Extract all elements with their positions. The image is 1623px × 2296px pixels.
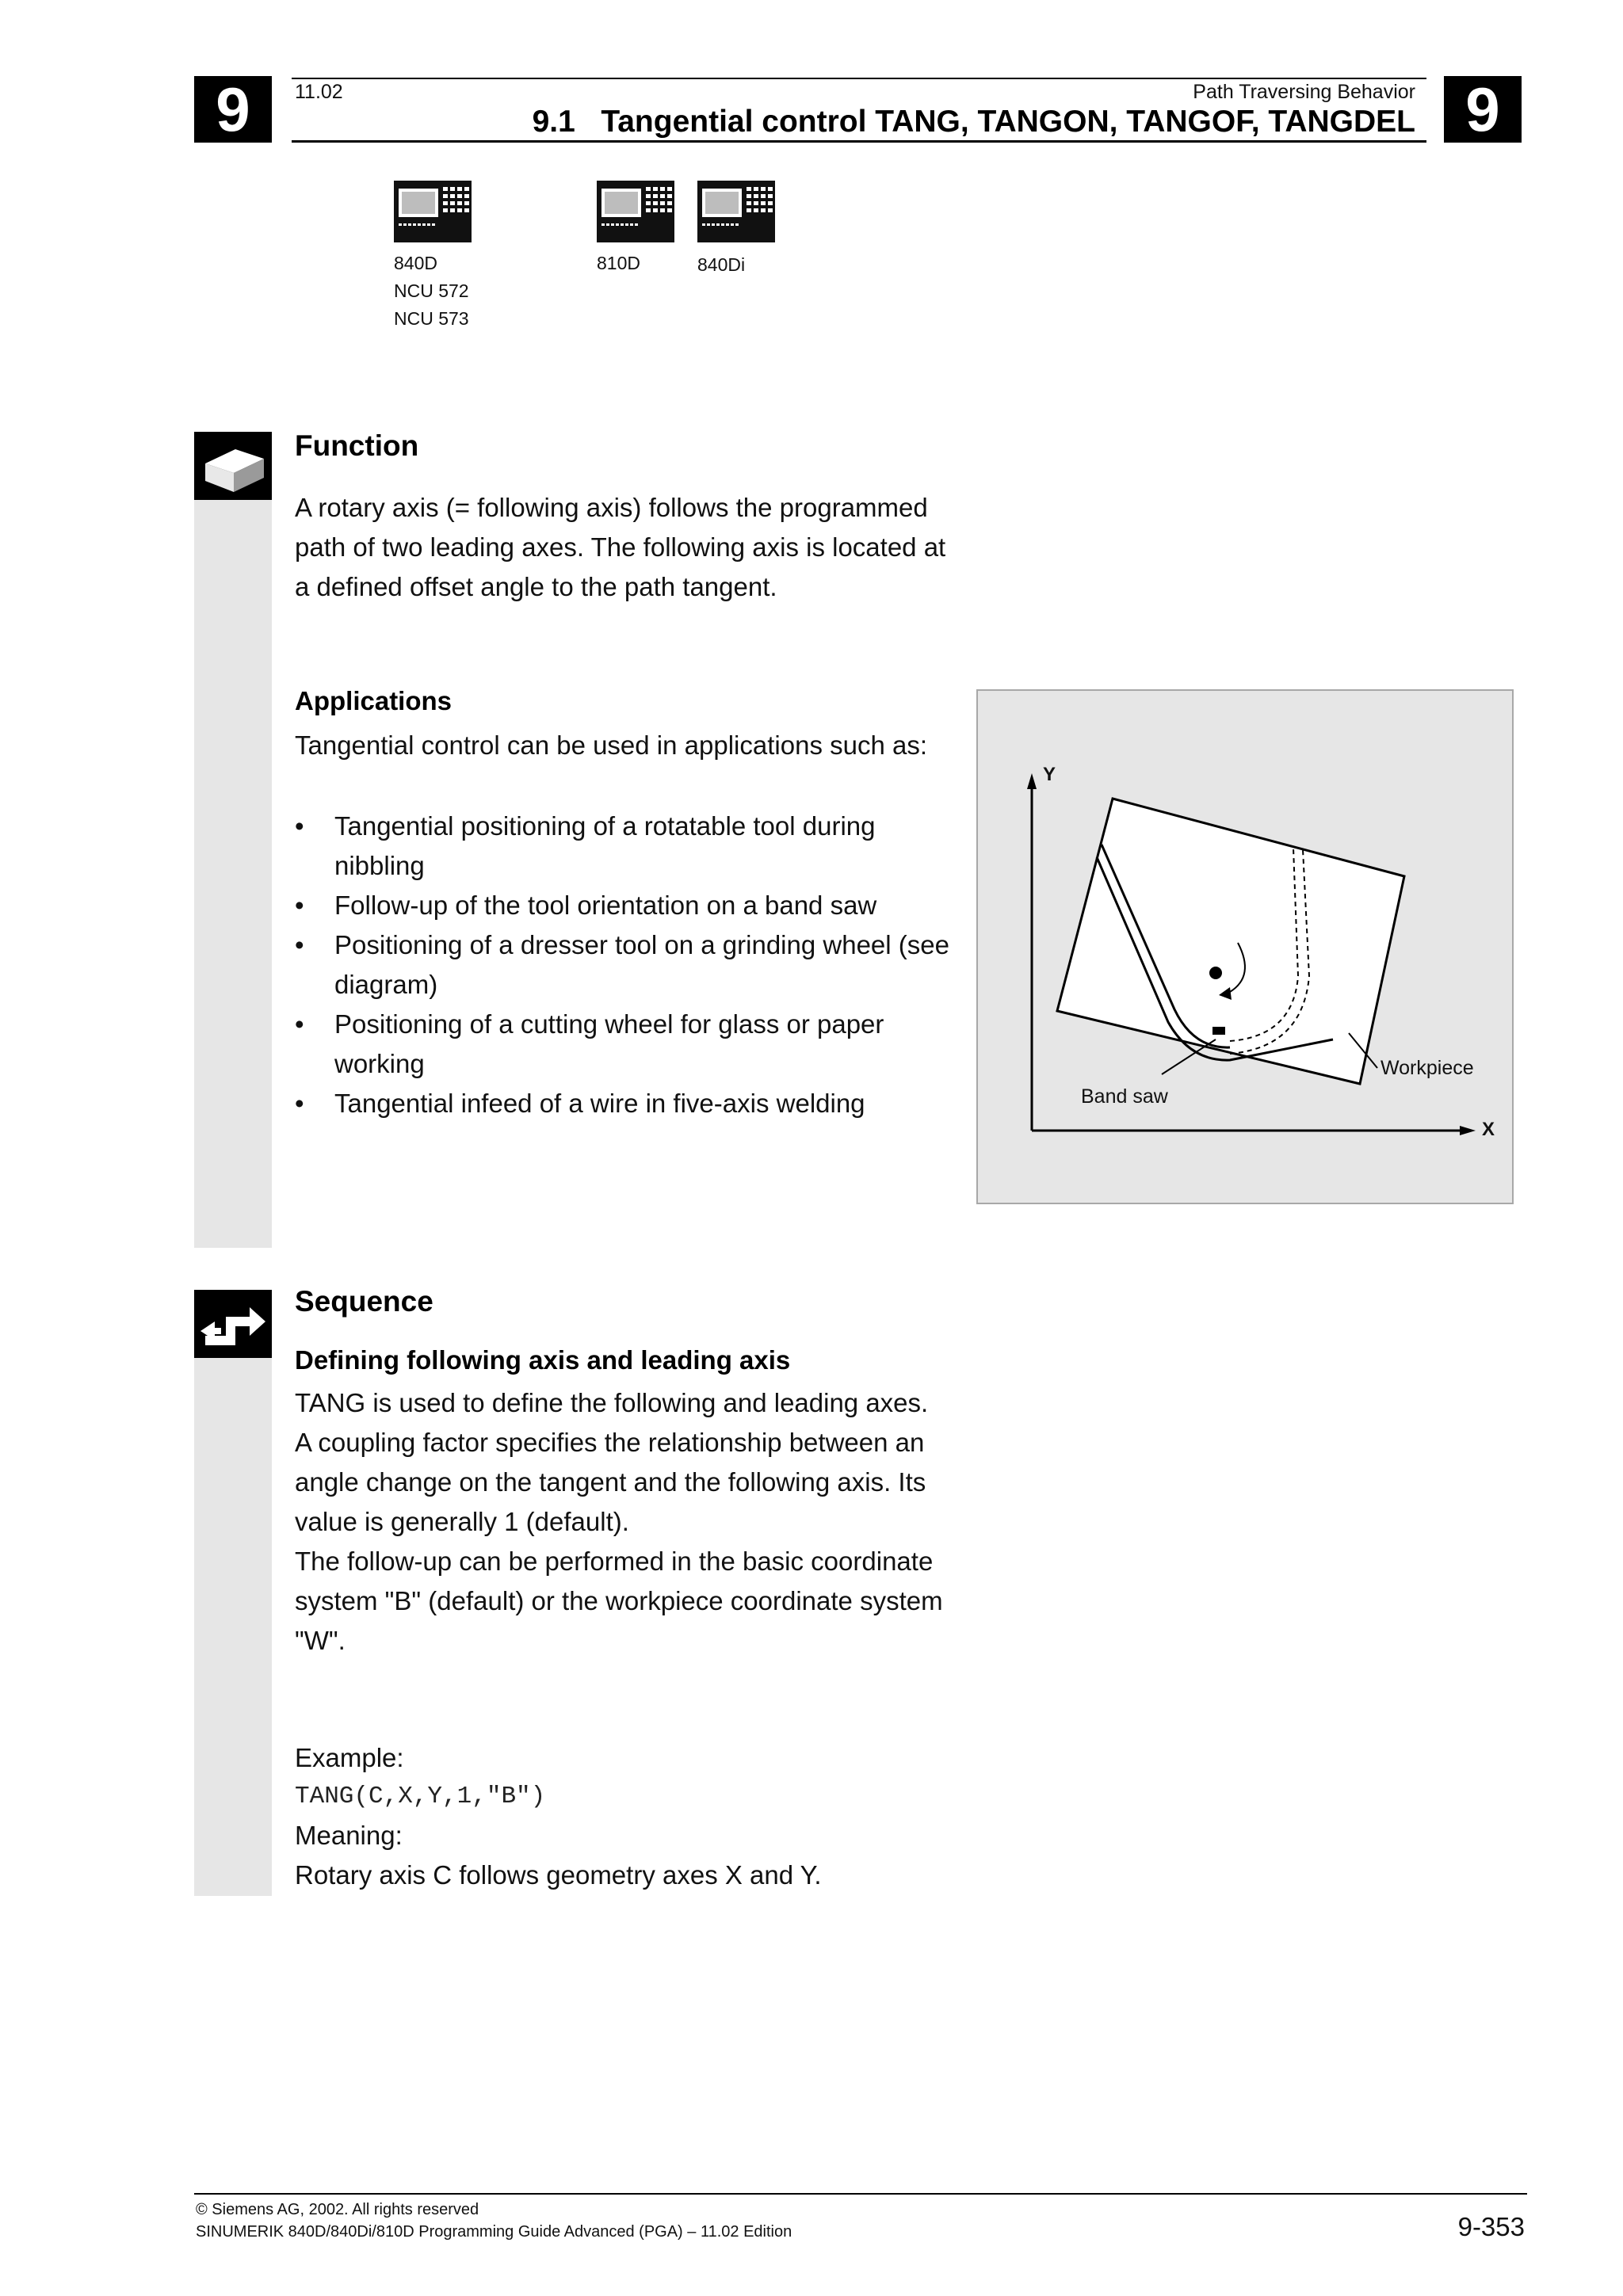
function-text: A rotary axis (= following axis) follows the programmed path of two leading axes. The following axis is located at a defined offset angle to the path tangent. — [295, 493, 946, 601]
applications-list — [295, 807, 960, 1123]
control-label-line: 840D — [394, 253, 437, 273]
sequence-paragraph: The follow-up can be performed in the basic coordinate system "B" (default) or the workpiece coordinate system "W". — [295, 1547, 943, 1655]
example-code: TANG(C,X,Y,1,"B") — [295, 1783, 546, 1810]
footer-copyright: © Siemens AG, 2002. All rights reserved — [196, 2201, 479, 2218]
band-saw-label: Band saw — [1081, 1085, 1168, 1108]
workpiece-label: Workpiece — [1381, 1057, 1474, 1079]
header-bottom-rule — [292, 140, 1426, 143]
x-axis-label: X — [1482, 1119, 1495, 1140]
sequence-paragraph: TANG is used to define the following and leading axes. — [295, 1388, 929, 1417]
example-label: Example: — [295, 1743, 404, 1772]
control-810d — [597, 181, 674, 277]
footer-publication: SINUMERIK 840D/840Di/810D Programming Guide Advanced (PGA) – 11.02 Edition — [196, 2223, 792, 2241]
control-label-line: NCU 573 — [394, 308, 469, 329]
list-item: • Follow-up of the tool orientation on a band saw — [295, 886, 960, 925]
header-date: 11.02 — [295, 81, 343, 103]
list-item: • Tangential positioning of a rotatable tool during nibbling — [295, 807, 960, 886]
section-title: 9.1 Tangential control TANG, TANGON, TANGOF, TANGDEL — [532, 105, 1415, 139]
applications-intro: Tangential control can be used in applications such as: — [295, 730, 928, 760]
list-item: • Positioning of a dresser tool on a grinding wheel (see diagram) — [295, 925, 960, 1005]
band-saw-diagram — [976, 689, 1514, 1204]
y-axis-label: Y — [1043, 764, 1056, 785]
list-item: • Tangential infeed of a wire in five-axis welding — [295, 1084, 960, 1123]
sequence-heading: Sequence — [295, 1285, 433, 1318]
sequence-arrows-icon — [194, 1290, 272, 1358]
sequence-body — [295, 1383, 953, 1661]
cnc-control-icon — [394, 181, 472, 242]
header-top-rule — [292, 78, 1426, 79]
applications-heading: Applications — [295, 686, 453, 715]
sequence-paragraph: A coupling factor specifies the relationship between an angle change on the tangent and the following axis. Its value is generally 1 (default). — [295, 1428, 926, 1536]
footer-rule — [194, 2193, 1527, 2195]
meaning-label: Meaning: — [295, 1821, 403, 1850]
function-sidebar — [194, 432, 272, 1248]
header-chapter-title: Path Traversing Behavior — [1193, 81, 1415, 103]
band-saw-illustration — [978, 691, 1512, 1203]
control-label-line: NCU 572 — [394, 280, 469, 301]
sequence-subheading: Defining following axis and leading axis — [295, 1345, 791, 1375]
meaning-text: Rotary axis C follows geometry axes X and Y. — [295, 1860, 822, 1890]
control-label-line: 840Di — [697, 254, 746, 275]
chapter-number-right: 9 — [1444, 76, 1522, 143]
control-840di — [697, 181, 775, 279]
function-cube-icon — [194, 432, 272, 500]
cnc-control-icon — [597, 181, 674, 242]
list-item: • Positioning of a cutting wheel for glass or paper working — [295, 1005, 960, 1084]
sequence-sidebar — [194, 1290, 272, 1896]
page-number: 9-353 — [1457, 2212, 1525, 2241]
control-840d — [394, 181, 472, 333]
control-label-line: 810D — [597, 253, 640, 273]
function-heading: Function — [295, 429, 419, 462]
cnc-control-icon — [697, 181, 775, 242]
chapter-number-left: 9 — [194, 76, 272, 143]
